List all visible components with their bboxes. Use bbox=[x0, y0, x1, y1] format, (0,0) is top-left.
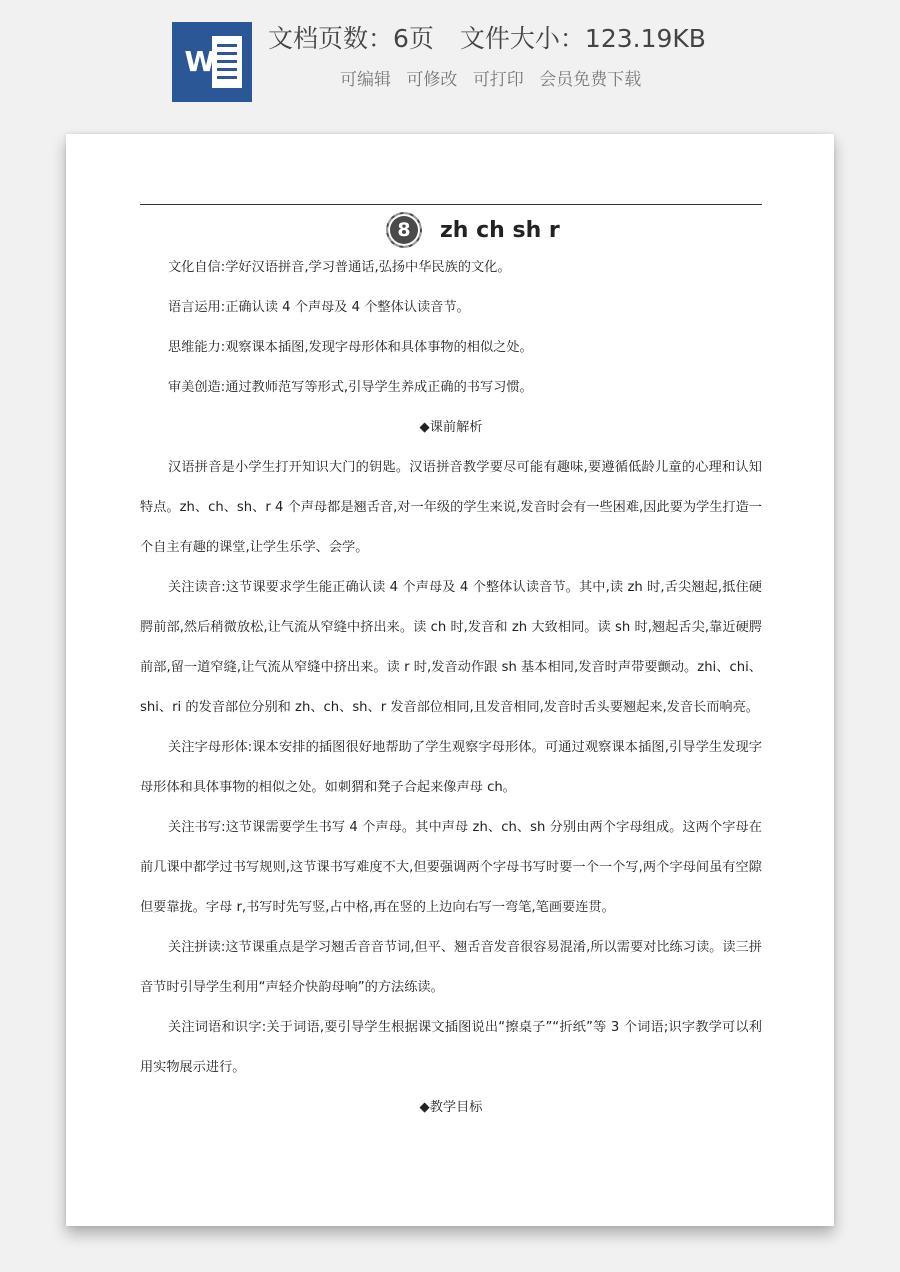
analysis-writing: 关注书写:这节课需要学生书写 4 个声母。其中声母 zh、ch、sh 分别由两个字母组成。这两个字母在前几课中都学过书写规则,这节课书写难度不大,但要强调两个字母书写时要一个一个写,两个字母间虽有空隙但要靠拢。字母 r,书写时先写竖,占中格,再在竖的上边向右写一弯笔,笔画要连贯。 bbox=[140, 820, 762, 915]
analysis-intro: 汉语拼音是小学生打开知识大门的钥匙。汉语拼音教学要尽可能有趣味,要遵循低龄儿童的心理和认知特点。zh、ch、sh、r 4 个声母都是翘舌音,对一年级的学生来说,发音时会有一些困难,因此要为学生打造一个自主有趣的课堂,让学生乐学、会学。 bbox=[140, 460, 762, 555]
word-logo-letter: W bbox=[184, 45, 216, 78]
document-banner bbox=[0, 0, 900, 110]
document-body bbox=[140, 248, 762, 1128]
analysis-spelling: 关注拼读:这节课重点是学习翘舌音音节词,但平、翘舌音发音很容易混淆,所以需要对比练习读。读三拼音节时引导学生利用“声轻介快韵母响”的方法练读。 bbox=[140, 940, 762, 995]
goal-thinking: 思维能力:观察课本插图,发现字母形体和具体事物的相似之处。 bbox=[168, 340, 533, 355]
lesson-title: zh ch sh r bbox=[440, 217, 560, 243]
feature-list bbox=[268, 68, 788, 92]
feature-editable: 可编辑 bbox=[340, 70, 391, 90]
feature-modifiable: 可修改 bbox=[406, 70, 458, 90]
banner-title bbox=[268, 22, 788, 56]
header-rule bbox=[140, 204, 762, 205]
lesson-number-badge: 8 bbox=[386, 212, 422, 248]
feature-free-download: 会员免费下载 bbox=[539, 70, 642, 90]
analysis-letter-shape: 关注字母形体:课本安排的插图很好地帮助了学生观察字母形体。可通过观察课本插图,引导学生发现字母形体和具体事物的相似之处。如刺猬和凳子合起来像声母 ch。 bbox=[140, 740, 762, 795]
goal-culture: 文化自信:学好汉语拼音,学习普通话,弘扬中华民族的文化。 bbox=[168, 260, 511, 275]
word-document-icon bbox=[172, 22, 252, 102]
analysis-pronunciation: 关注读音:这节课要求学生能正确认读 4 个声母及 4 个整体认读音节。其中,读 zh 时,舌尖翘起,抵住硬腭前部,然后稍微放松,让气流从窄缝中挤出来。读 ch 时,发音和 zh 大致相同。读 sh 时,翘起舌尖,靠近硬腭前部,留一道窄缝,让气流从窄缝中挤出来。读 r 时,发音动作跟 sh 基本相同,发音时声带要颤动。zhi、chi、shi、ri 的发音部位分别和 zh、ch、sh、r 发音部位相同,且发音相同,发音时舌头要翘起来,发音长而响亮。 bbox=[140, 580, 762, 715]
section-heading-teaching-goals: ◆教学目标 bbox=[419, 1100, 483, 1115]
page-count: 文档页数：6页 bbox=[268, 24, 434, 53]
lesson-heading bbox=[386, 210, 560, 250]
goal-language: 语言运用:正确认读 4 个声母及 4 个整体认读音节。 bbox=[168, 300, 470, 315]
file-size: 文件大小：123.19KB bbox=[459, 24, 706, 53]
feature-printable: 可打印 bbox=[472, 70, 524, 90]
goal-aesthetic: 审美创造:通过教师范写等形式,引导学生养成正确的书写习惯。 bbox=[168, 380, 533, 395]
document-page bbox=[66, 134, 834, 1226]
analysis-vocabulary: 关注词语和识字:关于词语,要引导学生根据课文插图说出“擦桌子”“折纸”等 3 个词语;识字教学可以利用实物展示进行。 bbox=[140, 1020, 762, 1075]
banner-info bbox=[268, 22, 788, 92]
section-heading-pre-analysis: ◆课前解析 bbox=[419, 420, 483, 435]
